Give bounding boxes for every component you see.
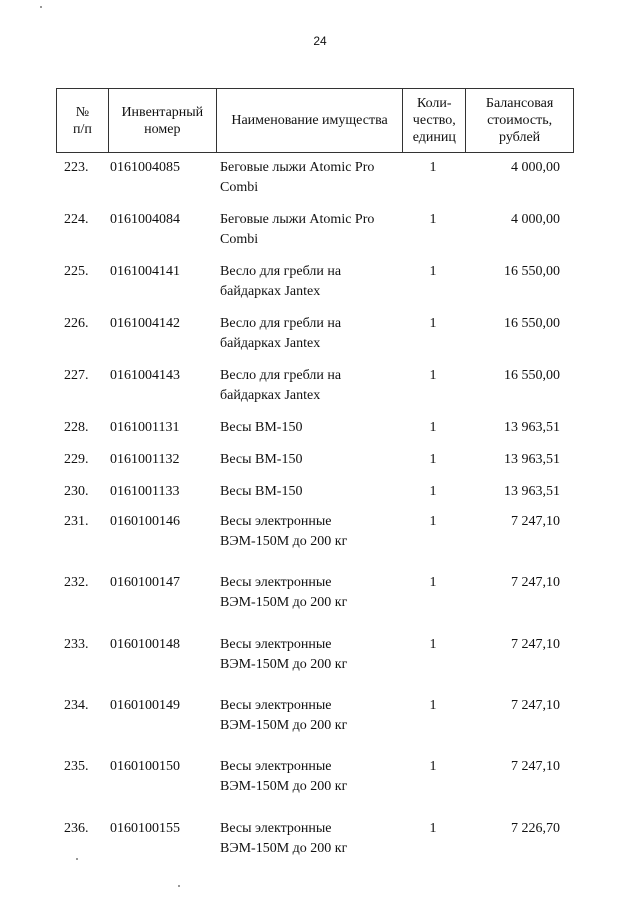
row-property-name: Весло для гребли на байдарках Jantex	[220, 264, 342, 299]
table-row	[56, 158, 574, 198]
row-inventory-number: 0161004085	[110, 160, 180, 175]
header-quantity: Коли- чество, единиц	[403, 89, 466, 152]
table-header	[56, 88, 574, 153]
row-property-name: Весы электронные ВЭМ-150М до 200 кг	[220, 514, 348, 549]
table-row	[56, 366, 574, 406]
row-inventory-number: 0160100148	[110, 637, 180, 652]
table-row	[56, 696, 574, 736]
table-row	[56, 757, 574, 797]
row-quantity: 1	[429, 821, 437, 836]
row-inventory-number: 0161001131	[110, 420, 180, 435]
table-row	[56, 635, 574, 675]
row-book-value: 4 000,00	[511, 160, 560, 175]
row-quantity: 1	[429, 637, 437, 652]
row-book-value: 13 963,51	[504, 420, 560, 435]
row-quantity: 1	[429, 368, 437, 383]
row-quantity: 1	[429, 264, 437, 279]
row-number: 227.	[64, 368, 89, 383]
inventory-table	[56, 88, 574, 856]
row-book-value: 13 963,51	[504, 452, 560, 467]
row-property-name: Весы электронные ВЭМ-150М до 200 кг	[220, 759, 348, 794]
row-book-value: 7 247,10	[511, 637, 560, 652]
row-book-value: 16 550,00	[504, 316, 560, 331]
row-property-name: Весы ВМ-150	[220, 452, 303, 467]
row-inventory-number: 0160100149	[110, 698, 180, 713]
row-inventory-number: 0160100150	[110, 759, 180, 774]
row-book-value: 7 226,70	[511, 821, 560, 836]
row-property-name: Весы электронные ВЭМ-150М до 200 кг	[220, 821, 348, 856]
header-book-value: Балансовая стоимость, рублей	[466, 89, 574, 152]
row-number: 234.	[64, 698, 89, 713]
row-inventory-number: 0161004143	[110, 368, 180, 383]
row-book-value: 4 000,00	[511, 212, 560, 227]
page-number: 24	[313, 34, 327, 48]
row-book-value: 13 963,51	[504, 484, 560, 499]
row-property-name: Весы электронные ВЭМ-150М до 200 кг	[220, 698, 348, 733]
row-quantity: 1	[429, 575, 437, 590]
header-property-name: Наименование имущества	[217, 89, 404, 152]
row-book-value: 7 247,10	[511, 759, 560, 774]
row-quantity: 1	[429, 484, 437, 499]
row-number: 233.	[64, 637, 89, 652]
row-property-name: Беговые лыжи Atomic Pro Combi	[220, 160, 375, 195]
header-number: № п/п	[57, 89, 109, 152]
row-inventory-number: 0160100147	[110, 575, 180, 590]
table-row	[56, 210, 574, 250]
row-book-value: 16 550,00	[504, 264, 560, 279]
row-number: 225.	[64, 264, 89, 279]
row-inventory-number: 0161004142	[110, 316, 180, 331]
row-number: 226.	[64, 316, 89, 331]
scan-dot	[178, 885, 180, 887]
row-inventory-number: 0161004084	[110, 212, 180, 227]
row-inventory-number: 0161001133	[110, 484, 180, 499]
row-inventory-number: 0161004141	[110, 264, 180, 279]
row-quantity: 1	[429, 452, 437, 467]
table-row	[56, 819, 574, 859]
row-property-name: Весы электронные ВЭМ-150М до 200 кг	[220, 637, 348, 672]
table-row	[56, 314, 574, 354]
row-quantity: 1	[429, 160, 437, 175]
row-property-name: Весы ВМ-150	[220, 420, 303, 435]
row-quantity: 1	[429, 420, 437, 435]
row-number: 231.	[64, 514, 89, 529]
row-number: 223.	[64, 160, 89, 175]
row-quantity: 1	[429, 514, 437, 529]
row-number: 229.	[64, 452, 89, 467]
table-row	[56, 512, 574, 552]
row-quantity: 1	[429, 212, 437, 227]
table-row	[56, 262, 574, 302]
header-inventory-number: Инвентарный номер	[109, 89, 217, 152]
row-number: 232.	[64, 575, 89, 590]
row-number: 236.	[64, 821, 89, 836]
row-book-value: 16 550,00	[504, 368, 560, 383]
row-number: 224.	[64, 212, 89, 227]
row-property-name: Весло для гребли на байдарках Jantex	[220, 368, 342, 403]
table-row	[56, 573, 574, 613]
row-quantity: 1	[429, 698, 437, 713]
row-book-value: 7 247,10	[511, 698, 560, 713]
row-property-name: Весы ВМ-150	[220, 484, 303, 499]
row-number: 230.	[64, 484, 89, 499]
row-number: 228.	[64, 420, 89, 435]
row-property-name: Весло для гребли на байдарках Jantex	[220, 316, 342, 351]
row-inventory-number: 0161001132	[110, 452, 180, 467]
row-number: 235.	[64, 759, 89, 774]
row-book-value: 7 247,10	[511, 575, 560, 590]
row-property-name: Беговые лыжи Atomic Pro Combi	[220, 212, 375, 247]
row-inventory-number: 0160100155	[110, 821, 180, 836]
row-inventory-number: 0160100146	[110, 514, 180, 529]
scan-dot	[40, 6, 42, 8]
row-quantity: 1	[429, 759, 437, 774]
row-book-value: 7 247,10	[511, 514, 560, 529]
row-property-name: Весы электронные ВЭМ-150М до 200 кг	[220, 575, 348, 610]
row-quantity: 1	[429, 316, 437, 331]
